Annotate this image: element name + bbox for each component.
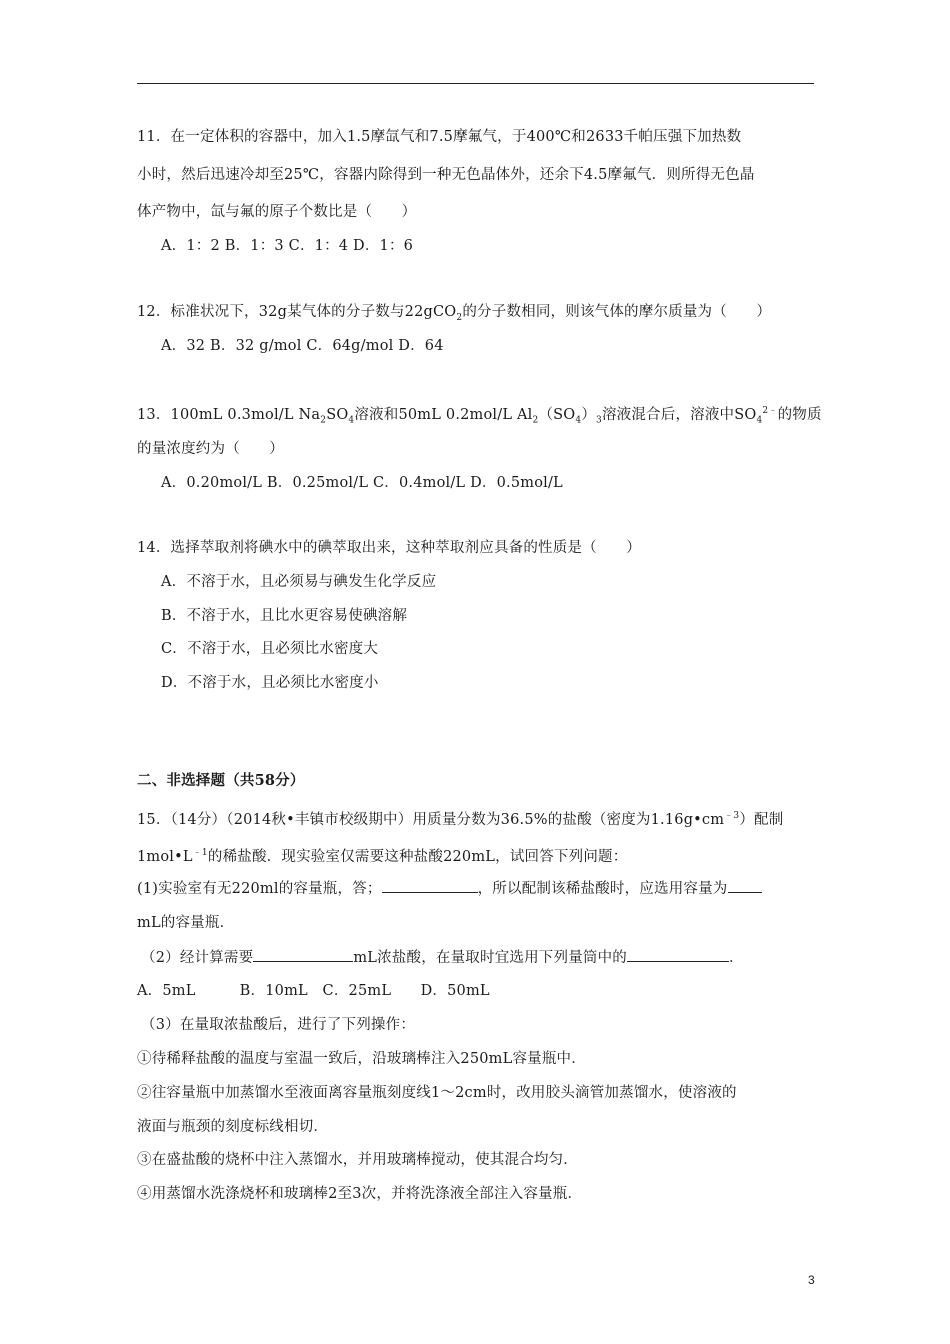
q14-option-c: C．不溶于水，且必须比水密度大	[161, 641, 379, 657]
answer-blank-4[interactable]	[627, 947, 729, 962]
q15-step-3: ③在盛盐酸的烧杯中注入蒸馏水，并用玻璃棒搅动，使其混合均匀．	[137, 1152, 578, 1168]
answer-blank-2[interactable]	[728, 878, 762, 893]
q14-option-a: A．不溶于水，且必须易与碘发生化学反应	[161, 574, 437, 590]
q15-part-1-cont: mL的容量瓶．	[137, 915, 235, 931]
q15-part-3: （3）在量取浓盐酸后，进行了下列操作：	[141, 1017, 416, 1033]
q12-stem: 12．标准状况下，32g某气体的分子数与22gCO$_2$的分子数相同，则该气体的摩尔质量为（ ）	[137, 304, 772, 323]
q14-stem: 14．选择萃取剂将碘水中的碘萃取出来，这种萃取剂应具备的性质是（ ）	[137, 540, 641, 556]
q15-step-2-line-1: ②往容量瓶中加蒸馏水至液面离容量瓶刻度线1～2cm时，改用胶头滴管加蒸馏水，使溶液的	[137, 1085, 737, 1101]
q15-part-2-options: A．5mL B．10mL C．25mL D．50mL	[137, 983, 490, 999]
q15-step-4: ④用蒸馏水洗涤烧杯和玻璃棒2至3次，并将洗涤液全部注入容量瓶．	[137, 1186, 583, 1202]
q13-stem-line-2: 的量浓度约为（ ）	[137, 441, 284, 457]
header-rule	[137, 83, 814, 84]
q13-options: A．0.20mol/L B．0.25mol/L C．0.4mol/L D．0.5mol/L	[161, 475, 563, 491]
q11-options: A．1：2 B．1：3 C．1：4 D．1：6	[161, 238, 414, 254]
q12-options: A．32 B．32 g/mol C．64g/mol D．64	[161, 338, 444, 354]
page-number: 3	[808, 1273, 815, 1287]
q15-part-1: (1)实验室有无220ml的容量瓶，答； ，所以配制该稀盐酸时，应选用容量为	[137, 878, 762, 899]
q14-option-b: B．不溶于水，且比水更容易使碘溶解	[161, 608, 408, 624]
q15-stem-line-2: $1mol•L^{﹣1}$的稀盐酸．现实验室仅需要这种盐酸220mL，试回答下列问题：	[137, 848, 628, 865]
answer-blank-3[interactable]	[253, 947, 353, 962]
q11-line-2: 小时，然后迅速冷却至25℃，容器内除得到一种无色晶体外，还余下4.5摩氟气．则所得无色晶	[137, 167, 755, 183]
section-heading: 二、非选择题（共58分）	[137, 772, 305, 789]
q15-step-1: ①待稀释盐酸的温度与室温一致后，沿玻璃棒注入250mL容量瓶中．	[137, 1051, 586, 1067]
q13-stem-line-1: 13．100mL 0.3mol/L $Na_2SO_4$溶液和50mL 0.2mol/L $Al_2(SO_4)_3$溶液混合后，溶液中$SO_4^{2﹣}$的物质	[137, 406, 822, 426]
q14-option-d: D．不溶于水，且必须比水密度小	[161, 675, 379, 691]
q15-part-2: （2）经计算需要 mL浓盐酸，在量取时宜选用下列量筒中的 ．	[137, 947, 744, 968]
q15-step-2-line-2: 液面与瓶颈的刻度标线相切．	[137, 1119, 329, 1135]
q11-line-3: 体产物中，氙与氟的原子个数比是（ ）	[137, 204, 417, 220]
q15-stem-line-1: 15．（14分）（2014秋•丰镇市校级期中）用质量分数为36.5%的盐酸（密度为$1.16g•cm^{﹣3}$）配制	[137, 811, 784, 828]
q11-line-1: 11．在一定体积的容器中，加入1.5摩氙气和7.5摩氟气，于400℃和2633千帕压强下加热数	[137, 129, 742, 145]
answer-blank-1[interactable]	[382, 878, 478, 893]
